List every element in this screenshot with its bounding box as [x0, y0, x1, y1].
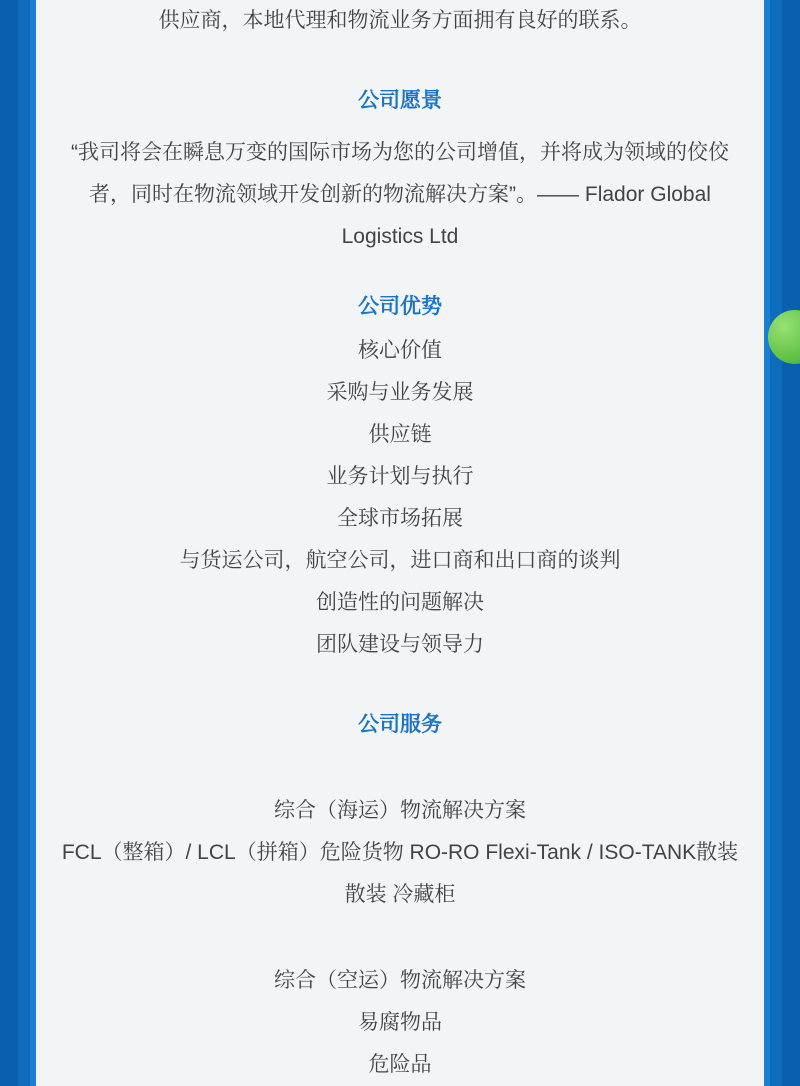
service-detail-sea: FCL（整箱）/ LCL（拼箱）危险货物 RO-RO Flexi-Tank / ISO-TANK散装散装 冷藏柜: [61, 841, 739, 906]
intro-paragraph: 供应商，本地代理和物流业务方面拥有良好的联系。: [158, 9, 642, 32]
service-item-dangerous: 危险品: [368, 1053, 432, 1076]
list-item: 与货运公司，航空公司，进口商和出口商的谈判: [179, 549, 621, 572]
vision-quote: “我司将会在瞬息万变的国际市场为您的公司增值，并将成为领域的佼佼者，同时在物流领域开发创新的物流解决方案”。—— Flador Global Logistics Ltd: [71, 141, 729, 248]
list-item: 采购与业务发展: [326, 381, 474, 404]
list-item: 团队建设与领导力: [316, 633, 484, 656]
list-item: 业务计划与执行: [326, 465, 474, 488]
list-item: 核心价值: [358, 339, 442, 362]
section-heading-vision: 公司愿景: [358, 89, 442, 112]
service-item-perishable: 易腐物品: [358, 1011, 442, 1034]
section-heading-advantages: 公司优势: [358, 295, 442, 318]
decorative-circle-icon: [768, 310, 800, 364]
list-item: 供应链: [368, 423, 432, 446]
document-content: [36, 0, 764, 1086]
list-item: 创造性的问题解决: [316, 591, 484, 614]
section-heading-services: 公司服务: [358, 713, 442, 736]
service-title-air: 综合（空运）物流解决方案: [274, 969, 526, 992]
list-item: 全球市场拓展: [337, 507, 463, 530]
service-title-sea: 综合（海运）物流解决方案: [274, 799, 526, 822]
